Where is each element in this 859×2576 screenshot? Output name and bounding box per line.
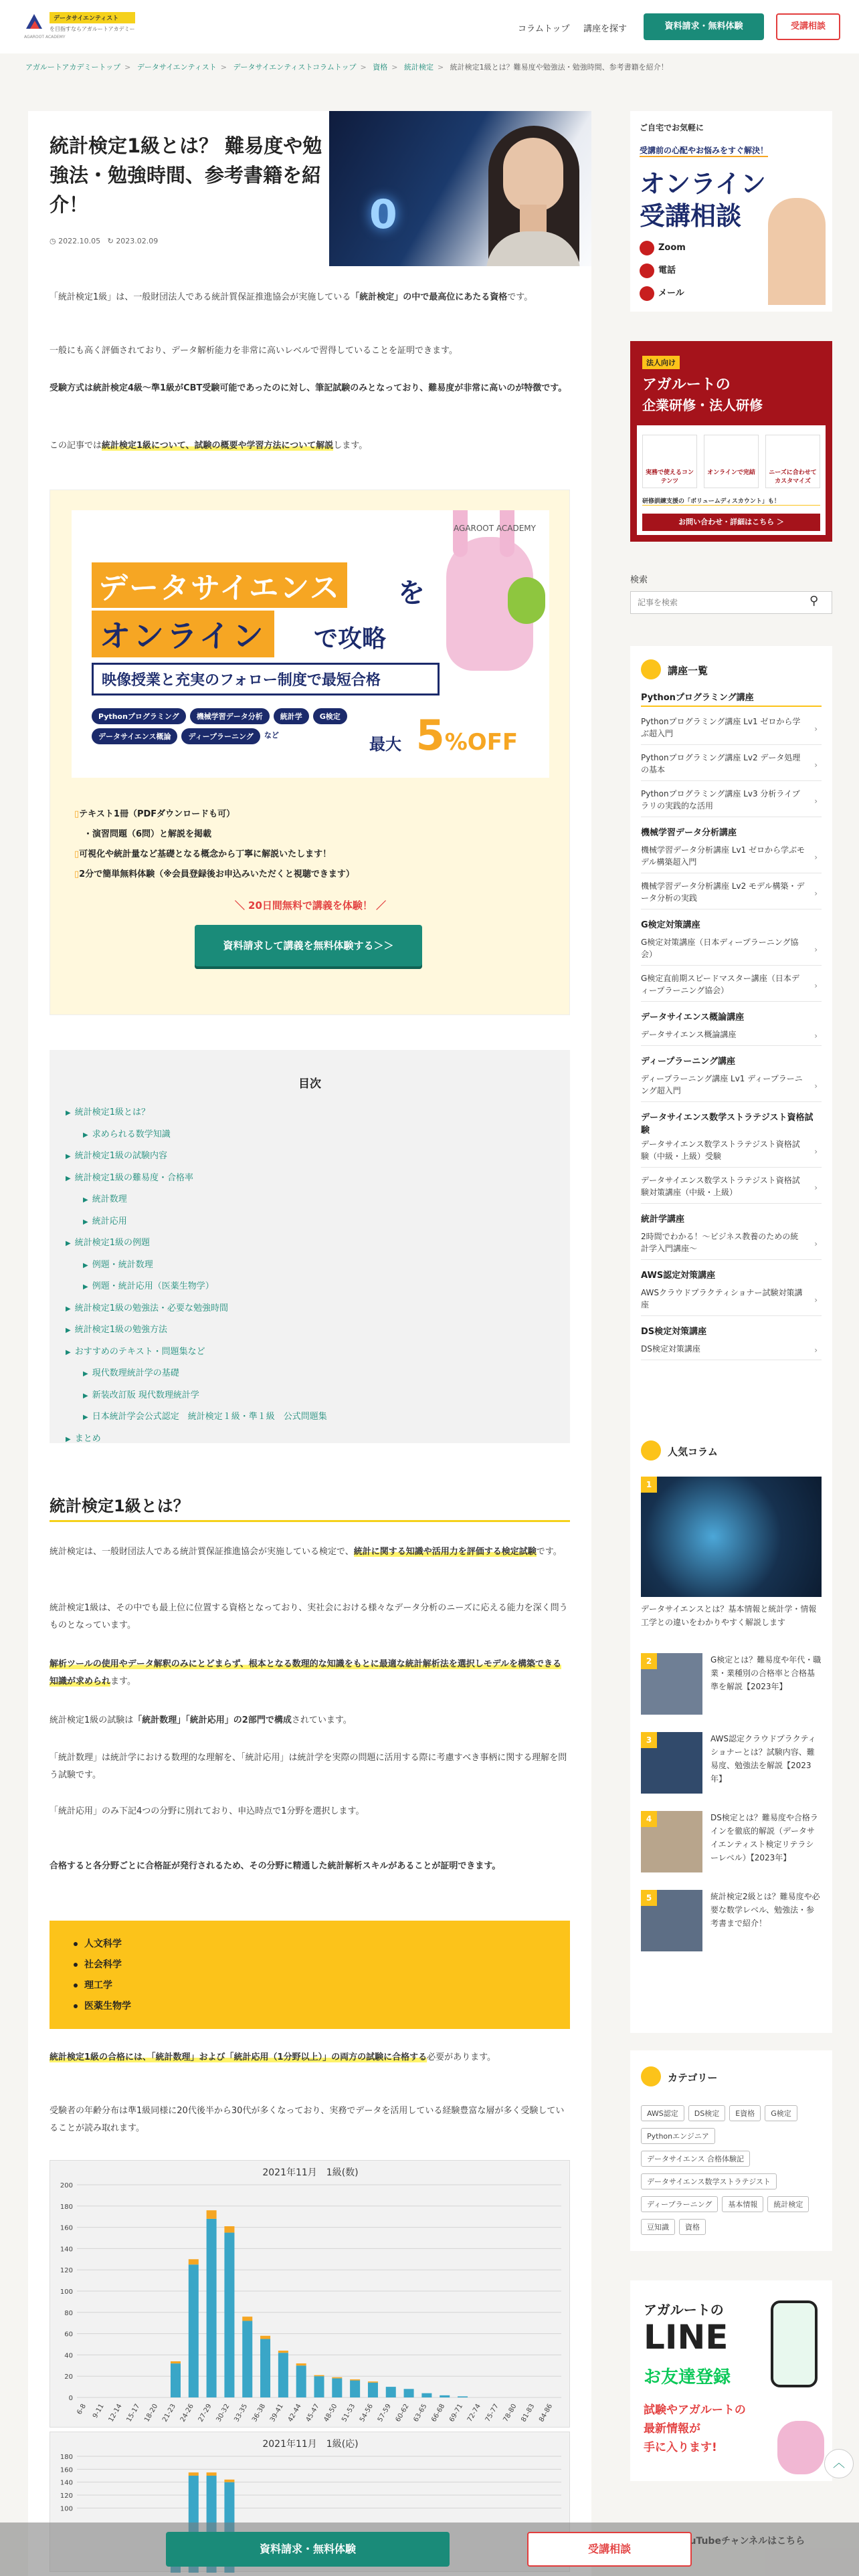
age-chart-svg: [50, 2161, 571, 2428]
x-tick-label: 66-68: [430, 2403, 447, 2424]
course-group-title: AWS認定対策講座: [641, 1271, 716, 1281]
chart-bar: [332, 2377, 342, 2379]
y-tick-label: 140: [60, 2246, 73, 2254]
x-tick-label: 60-62: [394, 2403, 411, 2424]
site-header: [0, 0, 859, 53]
rabbit-mascot-icon: [777, 2421, 824, 2474]
course-group-title: DS検定対策講座: [641, 1327, 707, 1337]
promo-banner-image[interactable]: AGAROOT ACADEMY データサイエンス を オンライン で攻略 映像授業と充実のフォロー制度で最短合格 Pythonプログラミング 機械学習データ分析 統計学 G検定 データサイエンス概論 ディープラーニング など 最大 5%OFF: [72, 510, 549, 778]
x-tick-label: 57-59: [376, 2403, 393, 2424]
chevron-right-icon: ›: [814, 980, 818, 990]
chevron-right-icon: ›: [814, 796, 818, 806]
chart-bar: [189, 2264, 199, 2397]
logo-subtitle: を目指すならアガルートアカデミー: [50, 26, 135, 32]
chevron-right-icon: ›: [814, 1031, 818, 1041]
category-tag[interactable]: ディープラーニング: [641, 2196, 718, 2212]
chevron-right-icon: ›: [814, 1146, 818, 1156]
chevron-up-icon: ︿: [833, 2456, 845, 2470]
chevron-right-icon: ›: [814, 1345, 818, 1355]
course-group-title: 統計学講座: [641, 1214, 685, 1224]
header-consult-button[interactable]: 受講相談: [776, 13, 840, 40]
table-of-contents: [50, 1050, 570, 1443]
section-paragraph: 「統計応用」のみ下記4つの分野に別れており、申込時点で1分野を選択します。: [50, 1806, 365, 1816]
popular-columns-card: [630, 1426, 832, 2033]
chevron-right-icon: ›: [814, 888, 818, 898]
y-tick-label: 120: [60, 2267, 73, 2275]
popular-title: 統計検定2級とは？難易度や必要な数学レベル、勉強法・参考書まで紹介！: [710, 1892, 820, 1928]
chart-bar: [171, 2361, 181, 2363]
x-tick-label: 6-8: [76, 2403, 88, 2416]
consultant-photo: [768, 198, 826, 305]
toc-item[interactable]: ▶ 例題・統計数理: [83, 1259, 153, 1270]
course-link[interactable]: G検定対策講座（日本ディープラーニング協会） ›: [641, 932, 822, 966]
x-tick-label: 39-41: [268, 2403, 285, 2424]
course-link[interactable]: データサイエンス数学ストラテジスト資格試験対策講座（中級・上級） ›: [641, 1170, 822, 1204]
chart-bar: [278, 2351, 288, 2353]
toc-item[interactable]: ▶ 統計検定1級の試験内容: [66, 1151, 167, 1161]
triangle-right-icon: ▶: [66, 1435, 71, 1443]
mail-method: メール: [640, 282, 686, 305]
chevron-right-icon: ›: [814, 1295, 818, 1305]
intro-paragraph: この記事では統計検定1級について、試験の概要や学習方法について解説します。: [50, 441, 368, 451]
popular-top-link[interactable]: データサイエンスとは？基本情報と統計学・情報工学との違いをわかりやすく解説します: [641, 1604, 817, 1627]
triangle-right-icon: ▶: [66, 1305, 71, 1313]
x-tick-label: 42-44: [286, 2403, 303, 2424]
logo-mark-icon: [24, 13, 44, 33]
chart-bar: [224, 2226, 234, 2233]
x-tick-label: 51-53: [341, 2403, 357, 2424]
clock-icon: ◷: [50, 237, 59, 245]
popular-top-thumbnail[interactable]: 1: [641, 1477, 822, 1597]
section-paragraph: 受験者の年齢分布は準1級同様に20代後半から30代が多くなっており、実務でデータを活用している経験豊富な層が多く受験していることが読み取れます。: [50, 2106, 565, 2133]
banner-headline-1: データサイエンス: [92, 562, 347, 608]
x-tick-label: 72-74: [466, 2403, 482, 2424]
corp-feature: オンラインで完結: [704, 435, 759, 488]
nav-column-top[interactable]: コラムトップ: [518, 24, 570, 34]
course-list-heading: 講座一覧: [668, 665, 708, 677]
x-tick-label: 21-23: [161, 2403, 178, 2424]
corp-feature: 実務で使えるコンテンツ: [642, 435, 697, 488]
toc-item[interactable]: ▶ 新装改訂版 現代数理統計学: [83, 1390, 199, 1400]
published-date: 2022.10.05: [58, 237, 101, 245]
popular-heading: 人気コラム: [668, 1446, 718, 1458]
article-dates: [50, 237, 158, 245]
y-tick-label: 100: [60, 2505, 73, 2513]
x-tick-label: 45-47: [304, 2403, 321, 2424]
intro-paragraph: 一般にも高く評価されており、データ解析能力を非常に高いレベルで習得していることを証明できます。: [50, 346, 458, 356]
x-tick-label: 78-80: [502, 2403, 518, 2424]
logo-brand: AGAROOT ACADEMY: [24, 35, 66, 39]
consult-headline: オンライン: [640, 169, 766, 199]
x-tick-label: 15-17: [125, 2403, 142, 2424]
section-paragraph: 統計検定は、一般財団法人である統計質保証推進協会が実施している検定で、統計に関する知識や活用力を評価する検定試験です。: [50, 1547, 562, 1557]
intro-paragraph: 「統計検定1級」は、一般財団法人である統計質保証推進協会が実施している「統計検定」の中で最高位にあたる資格です。: [50, 292, 533, 302]
triangle-right-icon: ▶: [83, 1414, 88, 1421]
triangle-right-icon: ▶: [83, 1196, 88, 1204]
triangle-right-icon: ▶: [83, 1261, 88, 1269]
chart-bar: [314, 2376, 324, 2397]
chart-bar: [260, 2336, 270, 2339]
triangle-right-icon: ▶: [66, 1153, 71, 1160]
chart-bar: [350, 2381, 360, 2397]
popular-thumbnail: 5: [641, 1890, 702, 1951]
breadcrumb-item[interactable]: アガルートアカデミートップ: [25, 63, 121, 72]
toc-item[interactable]: ▶ 統計検定1級の難易度・合格率: [66, 1172, 193, 1183]
category-tag[interactable]: データサイエンス数学ストラテジスト: [641, 2173, 777, 2189]
phone-icon: [640, 263, 654, 278]
x-tick-label: 30-32: [215, 2403, 231, 2424]
category-tag[interactable]: 基本情報: [722, 2196, 763, 2212]
page-title: 統計検定1級とは？ 難易度や勉強法・勉強時間、参考書籍を紹介！: [50, 134, 322, 216]
categories-heading: カテゴリー: [668, 2072, 718, 2084]
y-tick-label: 60: [64, 2331, 73, 2339]
section-paragraph: 統計検定1級の合格には、「統計数理」および「統計応用（1分野以上）」の両方の試験に合格する必要があります。: [50, 2052, 496, 2062]
course-link[interactable]: データサイエンス概論講座 ›: [641, 1025, 822, 1046]
list-item: 人文科学: [74, 1934, 131, 1955]
tag-cloud: [641, 2105, 822, 2235]
section-paragraph: 合格すると各分野ごとに合格証が発行されるため、その分野に精通した統計解析スキルがあることが証明できます。: [50, 1861, 501, 1871]
search-label: 検索: [630, 575, 648, 585]
popular-item[interactable]: [641, 1653, 822, 1720]
banner-bullets: ▯テキスト1冊（PDFダウンロードも可） ・演習問題（6問）と解説を掲載 ▯可視化や統計量など基礎となる概念から丁寧に解説いたします！ ▯2分で簡単無料体験（※会員登録後お申込みいただくと視聴できます）: [74, 809, 355, 879]
x-tick-label: 18-20: [143, 2403, 160, 2424]
popular-thumbnail: 4: [641, 1811, 702, 1872]
age-distribution-chart: [50, 2160, 570, 2428]
banner-cta-text: ＼ 20日間無料で講義を体験！ ／: [234, 899, 387, 911]
nav-find-course[interactable]: 講座を探す: [583, 24, 628, 34]
toc-item[interactable]: ▶ 日本統計学会公式認定 統計検定１級・準１級 公式問題集: [83, 1412, 327, 1422]
banner-headline-2: オンライン: [92, 611, 274, 657]
triangle-right-icon: ▶: [66, 1174, 71, 1182]
course-link[interactable]: Pythonプログラミング講座 Lv1 ゼロから学ぶ超入門 ›: [641, 712, 822, 745]
popular-title: G検定とは？難易度や年代・職業・業種別の合格率と合格基準を解説【2023年】: [710, 1655, 822, 1691]
header-request-button[interactable]: 資料請求・無料体験: [644, 13, 764, 40]
video-icon: [640, 241, 654, 255]
banner-subheadline: 映像授業と充実のフォロー制度で最短合格: [92, 663, 440, 695]
chart-bar: [386, 2387, 396, 2397]
toc-list: [66, 1102, 554, 1450]
course-group-title: 機械学習データ分析講座: [641, 828, 737, 838]
category-tag[interactable]: データサイエンス 合格体験記: [641, 2151, 750, 2167]
x-tick-label: 81-83: [520, 2403, 537, 2424]
refresh-icon: ↻: [107, 237, 116, 245]
online-consult-banner[interactable]: ご自宅でお気軽に 受講前の心配やお悩みをすぐ解決！ オンライン 受講相談 Zoom 電話 メール: [630, 111, 832, 312]
course-link[interactable]: DS検定対策講座 ›: [641, 1339, 822, 1360]
x-tick-label: 84-86: [538, 2403, 555, 2424]
chart-bar: [189, 2259, 199, 2264]
triangle-right-icon: ▶: [66, 1327, 71, 1334]
chart-bar: [207, 2219, 217, 2397]
course-group-title: Pythonプログラミング講座: [641, 690, 822, 707]
list-item: 社会科学: [74, 1955, 131, 1975]
category-tag[interactable]: G検定: [765, 2105, 797, 2121]
scroll-top-button[interactable]: [824, 2449, 854, 2478]
toc-item[interactable]: ▶ おすすめのテキスト・問題集など: [66, 1346, 205, 1357]
y-tick-label: 140: [60, 2479, 73, 2487]
updated-date: 2023.02.09: [116, 237, 159, 245]
logo-tagline: データサイエンティスト: [50, 12, 135, 23]
section-paragraph: 解析ツールの使用やデータ解釈のみにとどまらず、根本となる数理的な知識をもとに最適な統計解析法を選択しモデルを構築できる知識が求められます。: [50, 1659, 562, 1687]
chevron-right-icon: ›: [814, 760, 818, 770]
popular-item[interactable]: [641, 1811, 822, 1878]
chart-bar: [224, 2480, 234, 2482]
popular-thumbnail: 3: [641, 1732, 702, 1794]
toc-item[interactable]: ▶ 統計応用: [83, 1216, 127, 1226]
banner-brand: AGAROOT ACADEMY: [454, 524, 536, 533]
triangle-right-icon: ▶: [66, 1348, 71, 1356]
list-item: 医薬生物学: [74, 1996, 131, 2017]
corporate-training-banner[interactable]: 法人向け アガルートの 企業研修・法人研修 実務で使えるコンテンツ オンラインで完結 ニーズに合わせてカスタマイズ 研修訓練支援の「ボリュームディスカウント」も！ お問い合わせ・詳細はこちら ＞: [630, 341, 832, 542]
y-tick-label: 200: [60, 2182, 73, 2189]
course-link[interactable]: Pythonプログラミング講座 Lv2 データ処理の基本 ›: [641, 748, 822, 781]
promo-banner: [50, 490, 570, 1015]
line-logo-text: LINE: [644, 2318, 729, 2357]
popular-item[interactable]: [641, 1732, 822, 1799]
course-link[interactable]: AWSクラウドプラクティショナー試験対策講座 ›: [641, 1283, 822, 1316]
x-tick-label: 54-56: [358, 2403, 375, 2424]
triangle-right-icon: ▶: [83, 1218, 88, 1226]
chart-title: 2021年11月 1級(応): [262, 2439, 359, 2450]
search-icon[interactable]: ⚲: [809, 594, 819, 608]
x-tick-label: 27-29: [197, 2403, 213, 2424]
chevron-right-icon: ›: [814, 1081, 818, 1091]
toc-item[interactable]: ▶ 例題・統計応用（医薬生物学）: [83, 1281, 214, 1291]
x-tick-label: 48-50: [322, 2403, 339, 2424]
corp-feature: ニーズに合わせてカスタマイズ: [765, 435, 820, 488]
categories-card: [630, 2050, 832, 2251]
toc-item[interactable]: ▶ 求められる数学知識: [83, 1129, 171, 1140]
book-icon: [641, 659, 661, 679]
breadcrumb-item[interactable]: 統計検定: [403, 63, 434, 72]
hero-image: [329, 111, 591, 266]
chart-bar: [421, 2393, 432, 2397]
chart-bar: [207, 2472, 217, 2476]
x-tick-label: 9-11: [91, 2403, 106, 2420]
hero-digit: 0: [369, 191, 397, 238]
toc-item[interactable]: ▶ 統計数理: [83, 1194, 127, 1204]
popular-title: AWS認定クラウドプラクティショナーとは？試験内容、難易度、勉強法を解説【2023年】: [710, 1734, 816, 1784]
toc-item[interactable]: ▶ 統計検定1級の例題: [66, 1238, 150, 1248]
footer-request-button[interactable]: 資料請求・無料体験: [166, 2532, 450, 2567]
crown-icon: [641, 1440, 661, 1461]
turtle-mascot-icon: [508, 577, 545, 624]
section-heading: 統計検定1級とは？: [50, 1483, 570, 1522]
chart-bar: [224, 2233, 234, 2397]
flag-icon: [641, 2066, 661, 2086]
toc-item[interactable]: ▶ まとめ: [66, 1433, 101, 1444]
breadcrumb-current: 統計検定1級とは？難易度や勉強法・勉強時間、参考書籍を紹介！: [450, 63, 668, 72]
chart-bar: [314, 2375, 324, 2377]
banner-discount: 最大 5%OFF: [369, 711, 518, 760]
course-group-title: G検定対策講座: [641, 920, 700, 930]
course-link[interactable]: ディープラーニング講座 Lv1 ディープラーニング超入門 ›: [641, 1069, 822, 1102]
category-tag[interactable]: 統計検定: [767, 2196, 809, 2212]
article: [28, 111, 591, 2576]
banner-tags: Pythonプログラミング 機械学習データ分析 統計学 G検定 データサイエンス概論 ディープラーニング など: [92, 708, 373, 744]
popular-item[interactable]: [641, 1890, 822, 1957]
x-tick-label: 33-35: [233, 2403, 250, 2424]
y-tick-label: 180: [60, 2454, 73, 2461]
category-tag[interactable]: Pythonエンジニア: [641, 2128, 715, 2144]
line-friend-banner[interactable]: アガルートの LINE お友達登録 試験やアガルートの 最新情報が 手に入ります!: [630, 2280, 832, 2481]
chart-bar: [171, 2363, 181, 2397]
x-tick-label: 63-65: [412, 2403, 429, 2424]
course-group-title: データサイエンス数学ストラテジスト資格試験: [641, 1113, 814, 1136]
site-logo[interactable]: [24, 12, 135, 39]
course-link[interactable]: G検定直前期スピードマスター講座（日本ディープラーニング協会） ›: [641, 968, 822, 1002]
phone-method: 電話: [640, 259, 686, 282]
breadcrumb-item[interactable]: データサイエンティストコラムトップ: [233, 63, 357, 72]
y-tick-label: 180: [60, 2203, 73, 2211]
breadcrumb-item[interactable]: 資格: [373, 63, 388, 72]
chart-bar: [189, 2472, 199, 2476]
course-list-card: [630, 646, 832, 1448]
category-tag[interactable]: E資格: [729, 2105, 761, 2121]
category-tag[interactable]: DS検定: [688, 2105, 725, 2121]
triangle-right-icon: ▶: [66, 1109, 71, 1117]
breadcrumb-item[interactable]: データサイエンティスト: [136, 63, 217, 72]
chevron-right-icon: ›: [814, 724, 818, 734]
triangle-right-icon: ▶: [83, 1283, 88, 1291]
chart-bar: [332, 2378, 342, 2397]
intro-paragraph: 受験方式は統計検定4級〜準1級がCBT受験可能であったのに対し、筆記試験のみとなっており、難易度が非常に高いのが特徴です。: [50, 383, 567, 393]
toc-item[interactable]: ▶ 統計検定1級の勉強方法: [66, 1325, 167, 1335]
y-tick-label: 100: [60, 2288, 73, 2296]
course-group-title: データサイエンス概論講座: [641, 1012, 745, 1023]
triangle-right-icon: ▶: [83, 1131, 88, 1139]
breadcrumb: アガルートアカデミートップ > データサイエンティスト > データサイエンティストコラムトップ > 資格 > 統計検定 > 統計検定1級とは？難易度や勉強法・勉強時間、参考書籍を紹介！: [25, 63, 668, 72]
toc-title: 目次: [298, 1077, 321, 1091]
floating-cta-bar: [0, 2523, 859, 2576]
corp-title: 企業研修・法人研修: [642, 397, 763, 413]
chart-title: 2021年11月 1級(数): [262, 2167, 359, 2178]
y-tick-label: 160: [60, 2466, 73, 2474]
course-link[interactable]: Pythonプログラミング講座 Lv3 分析ライブラリの実践的な活用 ›: [641, 784, 822, 817]
fields-list-box: [50, 1921, 570, 2029]
banner-cta-button[interactable]: 資料請求して講義を無料体験する＞＞: [195, 925, 422, 966]
chevron-right-icon: ›: [814, 852, 818, 862]
y-tick-label: 80: [64, 2309, 73, 2317]
course-link[interactable]: 機械学習データ分析講座 Lv2 モデル構築・データ分析の実践 ›: [641, 876, 822, 909]
chart-bar: [242, 2321, 252, 2397]
chart-bar: [260, 2339, 270, 2397]
y-tick-label: 0: [68, 2395, 73, 2402]
triangle-right-icon: ▶: [66, 1240, 71, 1247]
course-link[interactable]: データサイエンス数学ストラテジスト資格試験（中級・上級）受験 ›: [641, 1134, 822, 1168]
list-item: 理工学: [74, 1975, 131, 1996]
y-tick-label: 120: [60, 2492, 73, 2500]
chevron-right-icon: ›: [814, 1239, 818, 1249]
x-tick-label: 69-71: [448, 2403, 465, 2424]
category-tag[interactable]: 豆知識: [641, 2219, 675, 2235]
y-tick-label: 160: [60, 2224, 73, 2232]
chevron-right-icon: ›: [814, 944, 818, 954]
chart-bar: [350, 2379, 360, 2381]
section-paragraph: 統計検定1級の試験は「統計数理」「統計応用」の2部門で構成されています。: [50, 1715, 352, 1725]
chart-bar: [296, 2363, 306, 2365]
smartphone-icon: [771, 2300, 818, 2387]
chart-bar: [404, 2389, 414, 2397]
x-tick-label: 36-38: [251, 2403, 268, 2424]
corp-cta[interactable]: お問い合わせ・詳細はこちら ＞: [642, 514, 820, 531]
x-tick-label: 24-26: [179, 2403, 195, 2424]
section-paragraph: 統計検定1級は、その中でも最上位に位置する資格となっており、実社会における様々なデータ分析のニーズに応える能力を深く問うものとなっています。: [50, 1603, 568, 1630]
chart-bar: [458, 2396, 468, 2397]
chart-bar: [296, 2365, 306, 2397]
chart-bar: [440, 2395, 450, 2397]
toc-item[interactable]: ▶ 統計検定1級の勉強法・必要な勉強時間: [66, 1303, 228, 1313]
y-tick-label: 20: [64, 2373, 73, 2381]
popular-title: DS検定とは？難易度や合格ラインを徹底的解説（データサイエンティスト検定リテラシーレベル）【2023年】: [710, 1813, 818, 1862]
popular-thumbnail: 2: [641, 1653, 702, 1715]
section-paragraph: 「統計数理」は統計学における数理的な理解を、「統計応用」は統計学を実際の問題に活用する際に考慮すべき事柄に関する理解を問う試験です。: [50, 1753, 567, 1780]
x-tick-label: 75-77: [484, 2403, 500, 2424]
chart-bar: [207, 2210, 217, 2219]
course-group-title: ディープラーニング講座: [641, 1057, 736, 1067]
chart-bar: [368, 2383, 378, 2397]
chart-bar: [242, 2317, 252, 2321]
triangle-right-icon: ▶: [83, 1370, 88, 1378]
toc-item[interactable]: ▶ 統計検定1級とは？: [66, 1107, 150, 1117]
category-tag[interactable]: AWS認定: [641, 2105, 684, 2121]
toc-item[interactable]: ▶ 現代数理統計学の基礎: [83, 1368, 179, 1378]
footer-consult-button[interactable]: 受講相談: [527, 2532, 692, 2567]
y-tick-label: 40: [64, 2352, 73, 2360]
chevron-right-icon: ›: [814, 1182, 818, 1192]
search-input[interactable]: [630, 591, 832, 614]
triangle-right-icon: ▶: [83, 1392, 88, 1400]
course-link[interactable]: 機械学習データ分析講座 Lv1 ゼロから学ぶモデル構築超入門 ›: [641, 840, 822, 873]
chart-bar: [278, 2353, 288, 2397]
chart-bar: [368, 2381, 378, 2383]
x-tick-label: 12-14: [107, 2403, 124, 2424]
course-link[interactable]: 2時間でわかる！〜ビジネス教養のための統計学入門講座〜 ›: [641, 1226, 822, 1260]
zoom-method: Zoom: [640, 237, 686, 259]
mail-icon: [640, 286, 654, 301]
category-tag[interactable]: 資格: [679, 2219, 706, 2235]
